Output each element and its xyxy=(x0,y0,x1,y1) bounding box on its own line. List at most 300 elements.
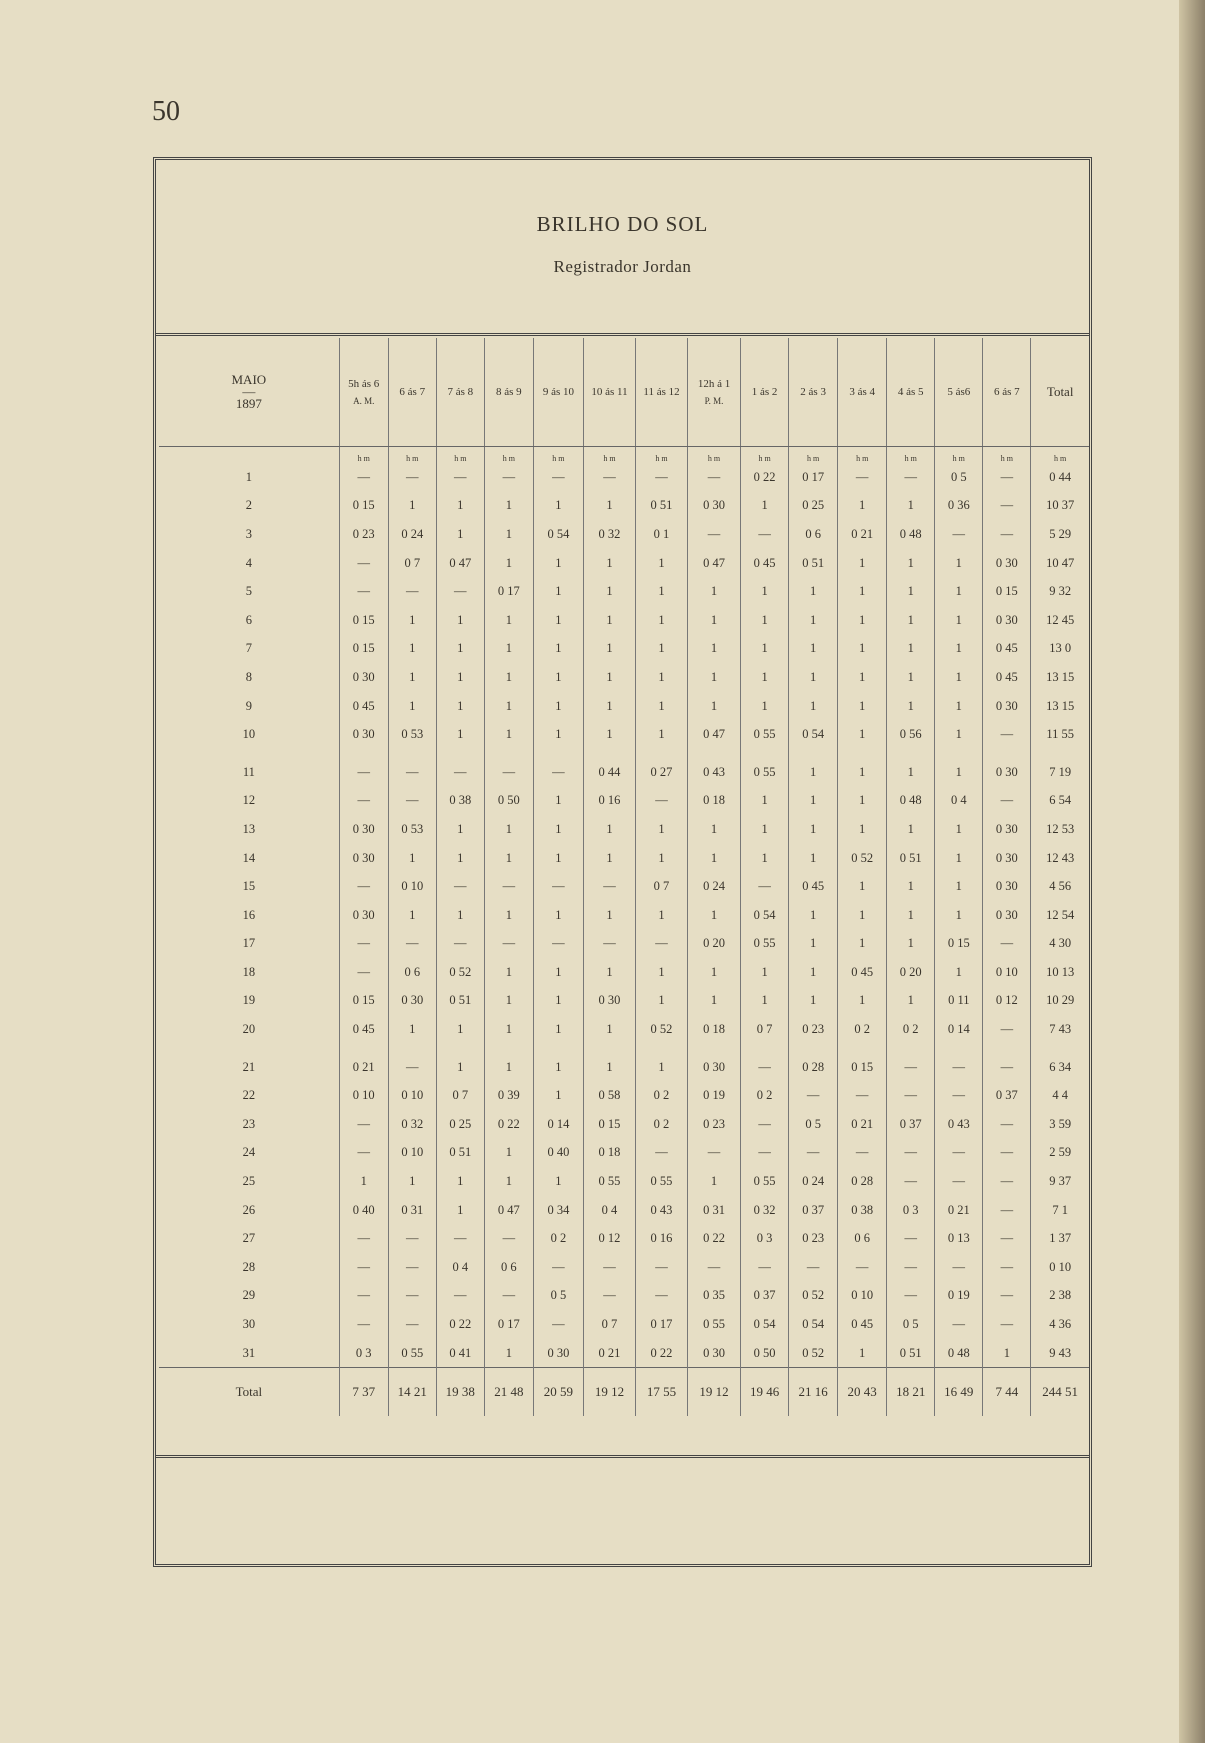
table-cell: 0 55 xyxy=(583,1167,635,1196)
spacer-cell xyxy=(789,749,838,758)
table-cell: — xyxy=(983,930,1031,959)
table-cell: 1 xyxy=(789,787,838,816)
table-cell: 0 6 xyxy=(838,1224,887,1253)
table-cell: — xyxy=(983,1196,1031,1225)
column-header-label: 6 ás 7 xyxy=(399,386,426,398)
table-cell: 1 xyxy=(688,1167,741,1196)
column-header-label: 7 ás 8 xyxy=(447,386,474,398)
table-cell: 0 30 xyxy=(983,549,1031,578)
table-cell: 1 xyxy=(838,815,887,844)
table-cell: 10 29 xyxy=(1031,987,1089,1016)
table-cell: 0 45 xyxy=(339,692,388,721)
spacer-cell xyxy=(838,1044,887,1053)
table-cell: 1 xyxy=(533,635,583,664)
table-cell: — xyxy=(838,1139,887,1168)
table-cell: 0 11 xyxy=(935,987,983,1016)
year-label: 1897 xyxy=(235,396,262,411)
table-cell: 1 xyxy=(741,492,789,521)
table-cell: 0 55 xyxy=(635,1167,687,1196)
table-cell: 0 7 xyxy=(635,872,687,901)
table-cell: 0 18 xyxy=(688,1015,741,1044)
table-cell: 1 xyxy=(533,787,583,816)
table-cell: 1 xyxy=(789,987,838,1016)
table-cell: 1 xyxy=(935,758,983,787)
spacer-cell xyxy=(484,1044,533,1053)
total-cell: 21 16 xyxy=(789,1368,838,1417)
table-cell: — xyxy=(635,787,687,816)
table-cell: 1 xyxy=(533,987,583,1016)
table-cell: 0 30 xyxy=(983,901,1031,930)
day-cell: 2 xyxy=(245,498,252,513)
table-cell: 0 22 xyxy=(484,1110,533,1139)
table-cell: 1 xyxy=(583,577,635,606)
table-cell: — xyxy=(436,1224,484,1253)
page-number: 50 xyxy=(152,96,180,127)
unit-label: h m xyxy=(339,447,388,464)
spacer-row xyxy=(159,1044,1089,1053)
table-cell: 1 xyxy=(484,663,533,692)
total-cell: 19 12 xyxy=(688,1368,741,1417)
table-cell: — xyxy=(983,1224,1031,1253)
table-cell: 0 30 xyxy=(583,987,635,1016)
column-header-label: 12h á 1 xyxy=(697,378,731,390)
unit-label: h m xyxy=(484,447,533,464)
unit-label: h m xyxy=(983,447,1031,464)
table-cell: 1 xyxy=(688,577,741,606)
table-cell: 1 xyxy=(484,520,533,549)
table-cell: 0 5 xyxy=(789,1110,838,1139)
table-cell: 1 xyxy=(789,692,838,721)
table-cell: — xyxy=(983,1167,1031,1196)
table-cell: 0 3 xyxy=(741,1224,789,1253)
table-cell: 0 41 xyxy=(436,1339,484,1368)
day-cell: 19 xyxy=(242,993,256,1008)
day-cell: 25 xyxy=(242,1174,256,1189)
table-cell: — xyxy=(388,1310,436,1339)
total-cell: 17 55 xyxy=(635,1368,687,1417)
table-cell: — xyxy=(533,872,583,901)
table-cell: 1 xyxy=(688,958,741,987)
table-cell: 0 10 xyxy=(838,1282,887,1311)
table-cell: 1 xyxy=(887,930,935,959)
table-cell: 1 xyxy=(583,492,635,521)
table-cell: 0 2 xyxy=(533,1224,583,1253)
table-row xyxy=(159,720,1089,749)
table-cell: 9 37 xyxy=(1031,1167,1089,1196)
table-row xyxy=(159,492,1089,521)
table-cell: 1 37 xyxy=(1031,1224,1089,1253)
unit-label: h m xyxy=(1031,447,1089,464)
spacer-cell xyxy=(388,749,436,758)
unit-label: h m xyxy=(635,447,687,464)
table-cell: 1 xyxy=(789,663,838,692)
table-cell: 6 54 xyxy=(1031,787,1089,816)
header-row xyxy=(159,338,1089,447)
table-cell: 1 xyxy=(436,606,484,635)
table-cell: 0 15 xyxy=(838,1053,887,1082)
table-row xyxy=(159,549,1089,578)
table-cell: 1 xyxy=(688,844,741,873)
table-cell: — xyxy=(533,758,583,787)
table-cell: 7 19 xyxy=(1031,758,1089,787)
table-cell: 1 xyxy=(436,1053,484,1082)
table-cell: 0 39 xyxy=(484,1081,533,1110)
table-cell: 0 47 xyxy=(436,549,484,578)
table-cell: 0 52 xyxy=(838,844,887,873)
table-cell: 1 xyxy=(935,606,983,635)
table-cell: 0 54 xyxy=(533,520,583,549)
table-cell: 1 xyxy=(583,549,635,578)
table-cell: 1 xyxy=(635,958,687,987)
table-cell: 11 55 xyxy=(1031,720,1089,749)
table-cell: 0 15 xyxy=(339,606,388,635)
table-cell: 0 21 xyxy=(339,1053,388,1082)
table-cell: 1 xyxy=(583,692,635,721)
table-cell: — xyxy=(484,930,533,959)
table-cell: 0 6 xyxy=(388,958,436,987)
table-cell: 0 38 xyxy=(436,787,484,816)
table-cell: — xyxy=(983,1053,1031,1082)
table-cell: 0 38 xyxy=(838,1196,887,1225)
table-cell: — xyxy=(887,1224,935,1253)
table-cell: — xyxy=(983,1253,1031,1282)
day-cell: 6 xyxy=(245,612,252,627)
table-cell: 1 xyxy=(635,577,687,606)
table-cell: 1 xyxy=(741,692,789,721)
day-cell: 16 xyxy=(242,907,256,922)
day-cell: 8 xyxy=(245,669,252,684)
table-cell: 0 15 xyxy=(339,987,388,1016)
table-cell: 12 53 xyxy=(1031,815,1089,844)
table-cell: 1 xyxy=(935,720,983,749)
table-cell: 0 30 xyxy=(339,815,388,844)
table-cell: 1 xyxy=(484,1339,533,1368)
table-cell: 0 7 xyxy=(741,1015,789,1044)
table-cell: 1 xyxy=(436,1167,484,1196)
table-row xyxy=(159,1110,1089,1139)
total-cell: 7 37 xyxy=(339,1368,388,1417)
table-cell: 0 1 xyxy=(635,520,687,549)
table-cell: — xyxy=(688,463,741,492)
table-cell: 1 xyxy=(484,958,533,987)
day-cell: 4 xyxy=(245,555,252,570)
table-row xyxy=(159,930,1089,959)
table-cell: — xyxy=(983,520,1031,549)
table-cell: — xyxy=(339,758,388,787)
day-cell: 3 xyxy=(245,526,252,541)
table-cell: 0 32 xyxy=(741,1196,789,1225)
table-cell: 0 5 xyxy=(935,463,983,492)
table-cell: 1 xyxy=(741,987,789,1016)
table-cell: 1 xyxy=(484,901,533,930)
total-cell: 244 51 xyxy=(1031,1368,1089,1417)
day-cell: 18 xyxy=(242,964,256,979)
table-cell: 1 xyxy=(583,958,635,987)
day-cell: 23 xyxy=(242,1116,256,1131)
table-cell: 0 34 xyxy=(533,1196,583,1225)
table-cell: 1 xyxy=(935,663,983,692)
table-cell: 0 6 xyxy=(789,520,838,549)
table-cell: 1 xyxy=(789,901,838,930)
table-cell: 1 xyxy=(339,1167,388,1196)
spacer-cell xyxy=(741,1044,789,1053)
table-cell: 0 30 xyxy=(688,1339,741,1368)
table-cell: — xyxy=(533,930,583,959)
table-cell: 1 xyxy=(533,815,583,844)
table-row xyxy=(159,1196,1089,1225)
table-cell: 0 52 xyxy=(436,958,484,987)
table-cell: — xyxy=(887,1253,935,1282)
table-cell: — xyxy=(583,872,635,901)
units-row xyxy=(159,447,1089,464)
table-cell: 1 xyxy=(838,787,887,816)
table-cell: — xyxy=(484,1224,533,1253)
table-cell: 1 xyxy=(388,901,436,930)
table-cell: — xyxy=(436,463,484,492)
table-cell: 1 xyxy=(436,901,484,930)
table-cell: 0 54 xyxy=(741,1310,789,1339)
table-cell: 1 xyxy=(789,577,838,606)
table-cell: 1 xyxy=(635,692,687,721)
table-cell: 1 xyxy=(741,815,789,844)
table-cell: 0 45 xyxy=(339,1015,388,1044)
table-cell: — xyxy=(533,1253,583,1282)
table-cell: — xyxy=(388,463,436,492)
table-cell: 0 5 xyxy=(887,1310,935,1339)
table-cell: — xyxy=(436,930,484,959)
table-cell: 0 30 xyxy=(688,492,741,521)
day-cell: 13 xyxy=(242,821,256,836)
table-cell: — xyxy=(339,1282,388,1311)
sunshine-table xyxy=(159,338,1089,1416)
table-cell: 1 xyxy=(935,958,983,987)
column-header xyxy=(838,338,887,447)
table-cell: 3 59 xyxy=(1031,1110,1089,1139)
table-cell: — xyxy=(887,463,935,492)
month-dash: — xyxy=(242,384,256,399)
table-cell: 1 xyxy=(484,815,533,844)
title-area xyxy=(156,160,1089,336)
total-cell: 20 59 xyxy=(533,1368,583,1417)
table-cell: 1 xyxy=(688,692,741,721)
spacer-cell xyxy=(339,749,388,758)
table-cell: — xyxy=(935,1053,983,1082)
table-cell: 0 55 xyxy=(741,930,789,959)
table-cell: 0 55 xyxy=(741,720,789,749)
column-header xyxy=(983,338,1031,447)
total-cell: 16 49 xyxy=(935,1368,983,1417)
column-header-label: 5h ás 6 xyxy=(348,378,380,390)
table-cell: 1 xyxy=(388,1167,436,1196)
table-cell: — xyxy=(935,1310,983,1339)
table-cell: 13 0 xyxy=(1031,635,1089,664)
table-cell: 0 30 xyxy=(983,872,1031,901)
table-cell: 0 24 xyxy=(688,872,741,901)
spacer-cell xyxy=(838,749,887,758)
table-cell: — xyxy=(635,1282,687,1311)
unit-label: h m xyxy=(388,447,436,464)
table-cell: — xyxy=(935,1081,983,1110)
table-cell: 1 xyxy=(484,844,533,873)
table-cell: 1 xyxy=(635,987,687,1016)
table-cell: 0 52 xyxy=(789,1282,838,1311)
table-cell: — xyxy=(838,1081,887,1110)
unit-label: h m xyxy=(838,447,887,464)
table-cell: 1 xyxy=(388,1015,436,1044)
table-cell: 0 21 xyxy=(838,1110,887,1139)
table-cell: — xyxy=(741,1053,789,1082)
spacer-cell xyxy=(635,749,687,758)
table-cell: 1 xyxy=(388,663,436,692)
table-cell: 10 47 xyxy=(1031,549,1089,578)
table-cell: 0 17 xyxy=(484,1310,533,1339)
table-cell: 0 30 xyxy=(339,720,388,749)
day-cell: 31 xyxy=(242,1345,256,1360)
table-cell: 0 30 xyxy=(533,1339,583,1368)
page-title: BRILHO DO SOL xyxy=(536,212,709,236)
table-cell: 1 xyxy=(887,987,935,1016)
table-cell: 0 30 xyxy=(339,844,388,873)
table-cell: 0 30 xyxy=(983,758,1031,787)
table-cell: 0 36 xyxy=(935,492,983,521)
day-cell: 20 xyxy=(242,1022,256,1037)
spacer-cell xyxy=(533,749,583,758)
table-cell: 0 47 xyxy=(484,1196,533,1225)
table-cell: 9 32 xyxy=(1031,577,1089,606)
day-cell: 28 xyxy=(242,1259,256,1274)
table-cell: 1 xyxy=(635,606,687,635)
table-cell: — xyxy=(339,1139,388,1168)
table-cell: 1 xyxy=(838,901,887,930)
table-cell: 0 51 xyxy=(436,1139,484,1168)
table-cell: 1 xyxy=(436,692,484,721)
table-cell: 0 2 xyxy=(635,1110,687,1139)
spacer-cell xyxy=(688,749,741,758)
spacer-cell xyxy=(1031,749,1089,758)
table-cell: — xyxy=(436,1282,484,1311)
unit-label: h m xyxy=(688,447,741,464)
spacer-cell xyxy=(1031,1044,1089,1053)
table-cell: — xyxy=(789,1139,838,1168)
day-cell: 22 xyxy=(242,1088,256,1103)
table-cell: 0 27 xyxy=(635,758,687,787)
column-header-label: 1 ás 2 xyxy=(751,386,778,398)
table-cell: 0 32 xyxy=(583,520,635,549)
table-cell: 1 xyxy=(887,549,935,578)
table-row xyxy=(159,463,1089,492)
table-cell: 1 xyxy=(838,720,887,749)
page-subtitle: Registrador Jordan xyxy=(553,257,692,276)
table-cell: 0 2 xyxy=(887,1015,935,1044)
table-cell: 0 23 xyxy=(789,1015,838,1044)
day-cell: 30 xyxy=(242,1317,256,1332)
column-header-label: 4 ás 5 xyxy=(897,386,924,398)
table-cell: 13 15 xyxy=(1031,663,1089,692)
table-cell: 0 2 xyxy=(838,1015,887,1044)
total-cell: 21 48 xyxy=(484,1368,533,1417)
table-cell: 1 xyxy=(838,692,887,721)
table-cell: 1 xyxy=(583,1053,635,1082)
table-cell: 1 xyxy=(838,930,887,959)
table-cell: 0 10 xyxy=(1031,1253,1089,1282)
unit-label: h m xyxy=(789,447,838,464)
table-cell: 7 1 xyxy=(1031,1196,1089,1225)
units-blank xyxy=(159,447,339,464)
totals-row xyxy=(159,1368,1089,1417)
column-header xyxy=(635,338,687,447)
table-row xyxy=(159,1167,1089,1196)
table-cell: 0 37 xyxy=(789,1196,838,1225)
table-cell: — xyxy=(983,1282,1031,1311)
table-cell: 0 43 xyxy=(635,1196,687,1225)
table-cell: — xyxy=(688,1253,741,1282)
day-cell: 12 xyxy=(242,793,256,808)
day-cell: 5 xyxy=(245,584,252,599)
table-cell: 0 45 xyxy=(838,1310,887,1339)
column-header-sub: A. M. xyxy=(353,396,375,406)
table-cell: 13 15 xyxy=(1031,692,1089,721)
table-cell: 0 21 xyxy=(583,1339,635,1368)
total-cell: 20 43 xyxy=(838,1368,887,1417)
table-cell: 1 xyxy=(935,872,983,901)
table-cell: 1 xyxy=(484,1167,533,1196)
table-cell: 1 xyxy=(583,635,635,664)
table-row xyxy=(159,1224,1089,1253)
table-cell: — xyxy=(339,958,388,987)
table-cell: 0 32 xyxy=(388,1110,436,1139)
table-cell: 1 xyxy=(388,635,436,664)
table-cell: 0 16 xyxy=(635,1224,687,1253)
table-cell: 0 19 xyxy=(688,1081,741,1110)
table-cell: 1 xyxy=(583,606,635,635)
table-cell: — xyxy=(935,1167,983,1196)
table-row xyxy=(159,758,1089,787)
table-cell: 1 xyxy=(583,720,635,749)
table-cell: 1 xyxy=(635,1053,687,1082)
table-cell: 1 xyxy=(887,606,935,635)
column-header-label: 10 ás 11 xyxy=(591,386,628,398)
table-cell: 1 xyxy=(887,872,935,901)
table-cell: 0 24 xyxy=(388,520,436,549)
table-cell: 0 2 xyxy=(741,1081,789,1110)
table-cell: 1 xyxy=(935,549,983,578)
spacer-cell xyxy=(583,1044,635,1053)
table-cell: 1 xyxy=(887,815,935,844)
table-cell: 2 38 xyxy=(1031,1282,1089,1311)
table-cell: 12 45 xyxy=(1031,606,1089,635)
table-cell: — xyxy=(983,1110,1031,1139)
table-cell: 0 4 xyxy=(583,1196,635,1225)
unit-label: h m xyxy=(533,447,583,464)
spacer-cell xyxy=(339,1044,388,1053)
table-cell: — xyxy=(339,463,388,492)
table-cell: 1 xyxy=(436,635,484,664)
table-cell: 0 52 xyxy=(635,1015,687,1044)
table-cell: 1 xyxy=(533,1081,583,1110)
spacer-cell xyxy=(789,1044,838,1053)
table-cell: 1 xyxy=(533,958,583,987)
table-cell: — xyxy=(983,787,1031,816)
table-cell: — xyxy=(388,930,436,959)
table-cell: 1 xyxy=(583,901,635,930)
table-cell: 1 xyxy=(688,987,741,1016)
table-cell: — xyxy=(635,1253,687,1282)
table-cell: 1 xyxy=(388,492,436,521)
total-cell: 19 46 xyxy=(741,1368,789,1417)
table-cell: 0 48 xyxy=(887,520,935,549)
table-cell: 0 30 xyxy=(688,1053,741,1082)
spacer-cell xyxy=(533,1044,583,1053)
